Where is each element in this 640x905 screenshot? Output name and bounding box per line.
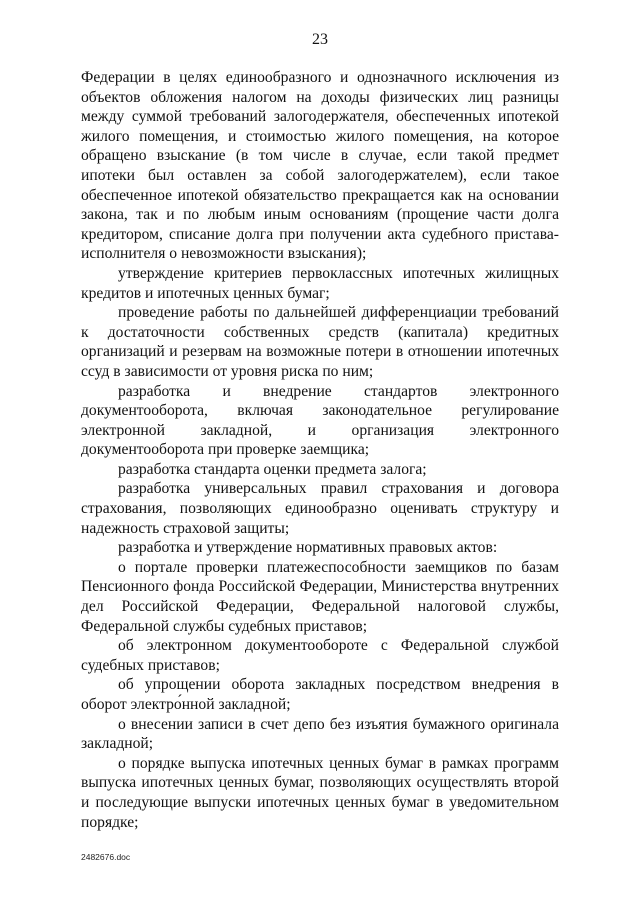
paragraph-depo-record: о внесении записи в счет депо без изъятия бумажного оригинала закладной; <box>81 715 559 753</box>
document-body <box>81 68 559 832</box>
paragraph-electronic-docflow: разработка и внедрение стандартов электронного документооборота, включая законодательное регулирование электронной закладной, и организация электронного документооборота при проверке заемщика; <box>81 382 559 459</box>
paragraph-capital-requirements: проведение работы по дальнейшей дифференциации требований к достаточности собственных средств (капитала) кредитных организаций и резервам на возможные потери в отношении ипотечных ссуд в зависимости от уровня риска по ним; <box>81 304 559 380</box>
paragraph-collateral-valuation: разработка стандарта оценки предмета залога; <box>118 460 427 478</box>
paragraph-continuation: Федерации в целях единообразного и однозначного исключения из объектов обложения налогом на доходы физических лиц разницы между суммой требований залогодержателя, обеспеченных ипотекой жилого помещения, и стоимостью жилого помещения, на которое обращено взыскание (в том числе в случае, если такой предмет ипотеки был оставлен за собой залогодержателем), если такое обеспеченное ипотекой обязательство прекращается как на основании закона, так и по любым иным основаниям (прощение части долга кредитором, списание долга при получении акта судебного пристава-исполнителя о невозможности взыскания); <box>81 69 559 263</box>
paragraph-insurance-rules: разработка универсальных правил страхования и договора страхования, позволяющих единообразно оценивать структуру и надежность страховой защиты; <box>81 480 559 537</box>
page-number: 23 <box>312 31 328 48</box>
footer-filename: 2482676.doc <box>81 852 131 862</box>
paragraph-mortgage-criteria: утверждение критериев первоклассных ипотечных жилищных кредитов и ипотечных ценных бумаг; <box>81 264 559 302</box>
paragraph-legal-acts-intro: разработка и утверждение нормативных правовых актов: <box>118 539 498 557</box>
paragraph-electronic-mortgage: об упрощении оборота закладных посредством внедрения в оборот электро́нной закладной; <box>81 676 559 713</box>
paragraph-bailiff-docflow: об электронном документообороте с Федеральной службой судебных приставов; <box>81 637 559 674</box>
paragraph-securities-issue: о порядке выпуска ипотечных ценных бумаг в рамках программ выпуска ипотечных ценных бумаг, позволяющих осуществлять второй и последующие выпуски ипотечных ценных бумаг в уведомительном порядке; <box>81 754 559 831</box>
paragraph-solvency-portal: о портале проверки платежеспособности заемщиков по базам Пенсионного фонда Российской Федерации, Министерства внутренних дел Российской Федерации, Федеральной налоговой службы, Федеральной службы судебных приставов; <box>81 558 559 635</box>
